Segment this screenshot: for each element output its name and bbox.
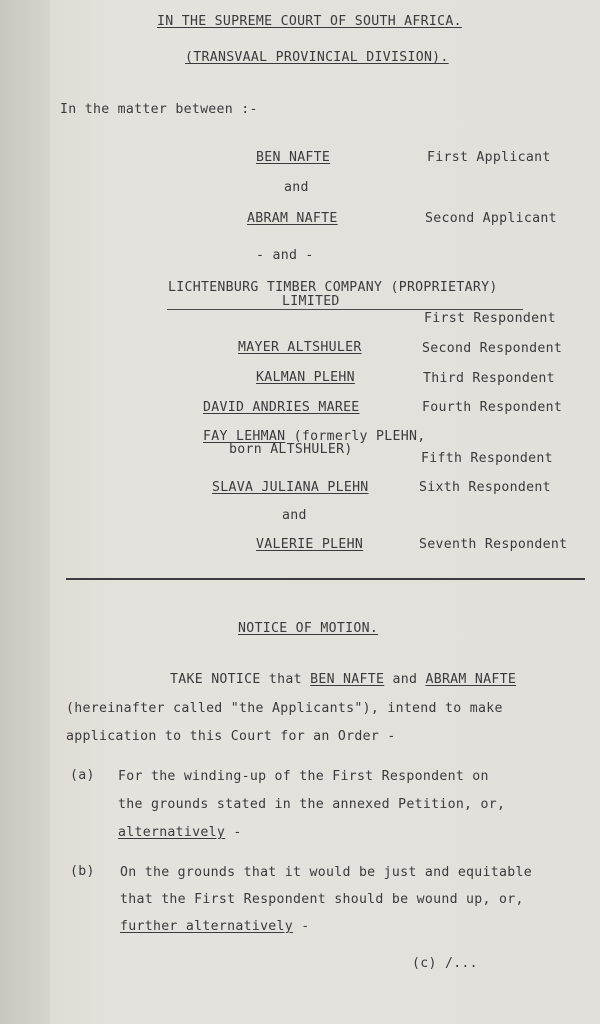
division-title: (TRANSVAAL PROVINCIAL DIVISION). <box>185 50 449 65</box>
item-a-line-2: the grounds stated in the annexed Petition, or, <box>118 797 506 812</box>
notice-title: NOTICE OF MOTION. <box>238 621 379 636</box>
applicant-1-role: First Applicant <box>427 150 551 165</box>
notice-line-1 <box>170 672 516 687</box>
item-a-dash: - <box>225 825 242 840</box>
item-b-line-3 <box>120 919 310 934</box>
respondent-1-name-line2: LIMITED <box>282 294 340 309</box>
and-connector-2: and <box>282 508 307 523</box>
court-title: IN THE SUPREME COURT OF SOUTH AFRICA. <box>157 14 462 29</box>
item-b-dash: - <box>293 919 310 934</box>
respondent-1-role: First Respondent <box>424 311 556 326</box>
notice-line-3: application to this Court for an Order - <box>66 729 396 744</box>
item-a-line-3 <box>118 825 242 840</box>
respondent-2-role: Second Respondent <box>422 341 563 356</box>
respondent-4-role: Fourth Respondent <box>422 400 563 415</box>
notice-and: and <box>392 672 418 687</box>
item-a-alternatively: alternatively <box>118 825 226 840</box>
respondent-3-name: KALMAN PLEHN <box>256 370 355 385</box>
respondent-5-name-line2: born ALTSHULER) <box>229 442 353 457</box>
applicant-2-name: ABRAM NAFTE <box>247 211 338 226</box>
intro-text: In the matter between :- <box>60 102 258 117</box>
page-edge-shadow <box>0 0 50 1024</box>
applicant-2-role: Second Applicant <box>425 211 557 226</box>
respondent-1-underline <box>167 309 523 310</box>
item-b-further-alternatively: further alternatively <box>120 919 294 934</box>
respondent-4-name: DAVID ANDRIES MAREE <box>203 400 360 415</box>
respondent-7-name: VALERIE PLEHN <box>256 537 364 552</box>
applicant-1-name: BEN NAFTE <box>256 150 331 165</box>
respondent-1-name-line1: LICHTENBURG TIMBER COMPANY (PROPRIETARY) <box>168 280 498 295</box>
and-separator: - and - <box>256 248 314 263</box>
item-b-line-2: that the First Respondent should be wound up, or, <box>120 892 524 907</box>
respondent-3-role: Third Respondent <box>423 371 555 386</box>
take-notice-text: TAKE NOTICE that <box>170 672 302 687</box>
notice-line-2: (hereinafter called "the Applicants"), intend to make <box>66 701 503 716</box>
item-a-line-1: For the winding-up of the First Respondent on <box>118 769 489 784</box>
respondent-5-name-underlined: FAY LEHMAN <box>203 429 286 444</box>
item-b-line-1: On the grounds that it would be just and equitable <box>120 865 532 880</box>
and-connector-1: and <box>284 180 309 195</box>
respondent-7-role: Seventh Respondent <box>419 537 568 552</box>
item-a-label: (a) <box>70 768 95 783</box>
respondent-2-name: MAYER ALTSHULER <box>238 340 362 355</box>
respondent-5-name-aka: (formerly PLEHN, <box>285 429 426 444</box>
section-divider <box>66 578 585 580</box>
continued-marker: (c) /... <box>412 956 478 971</box>
notice-applicant-2: ABRAM NAFTE <box>425 672 517 687</box>
respondent-5-role: Fifth Respondent <box>421 451 553 466</box>
respondent-6-role: Sixth Respondent <box>419 480 551 495</box>
notice-applicant-1: BEN NAFTE <box>310 672 385 687</box>
respondent-6-name: SLAVA JULIANA PLEHN <box>212 480 369 495</box>
item-b-label: (b) <box>70 864 95 879</box>
